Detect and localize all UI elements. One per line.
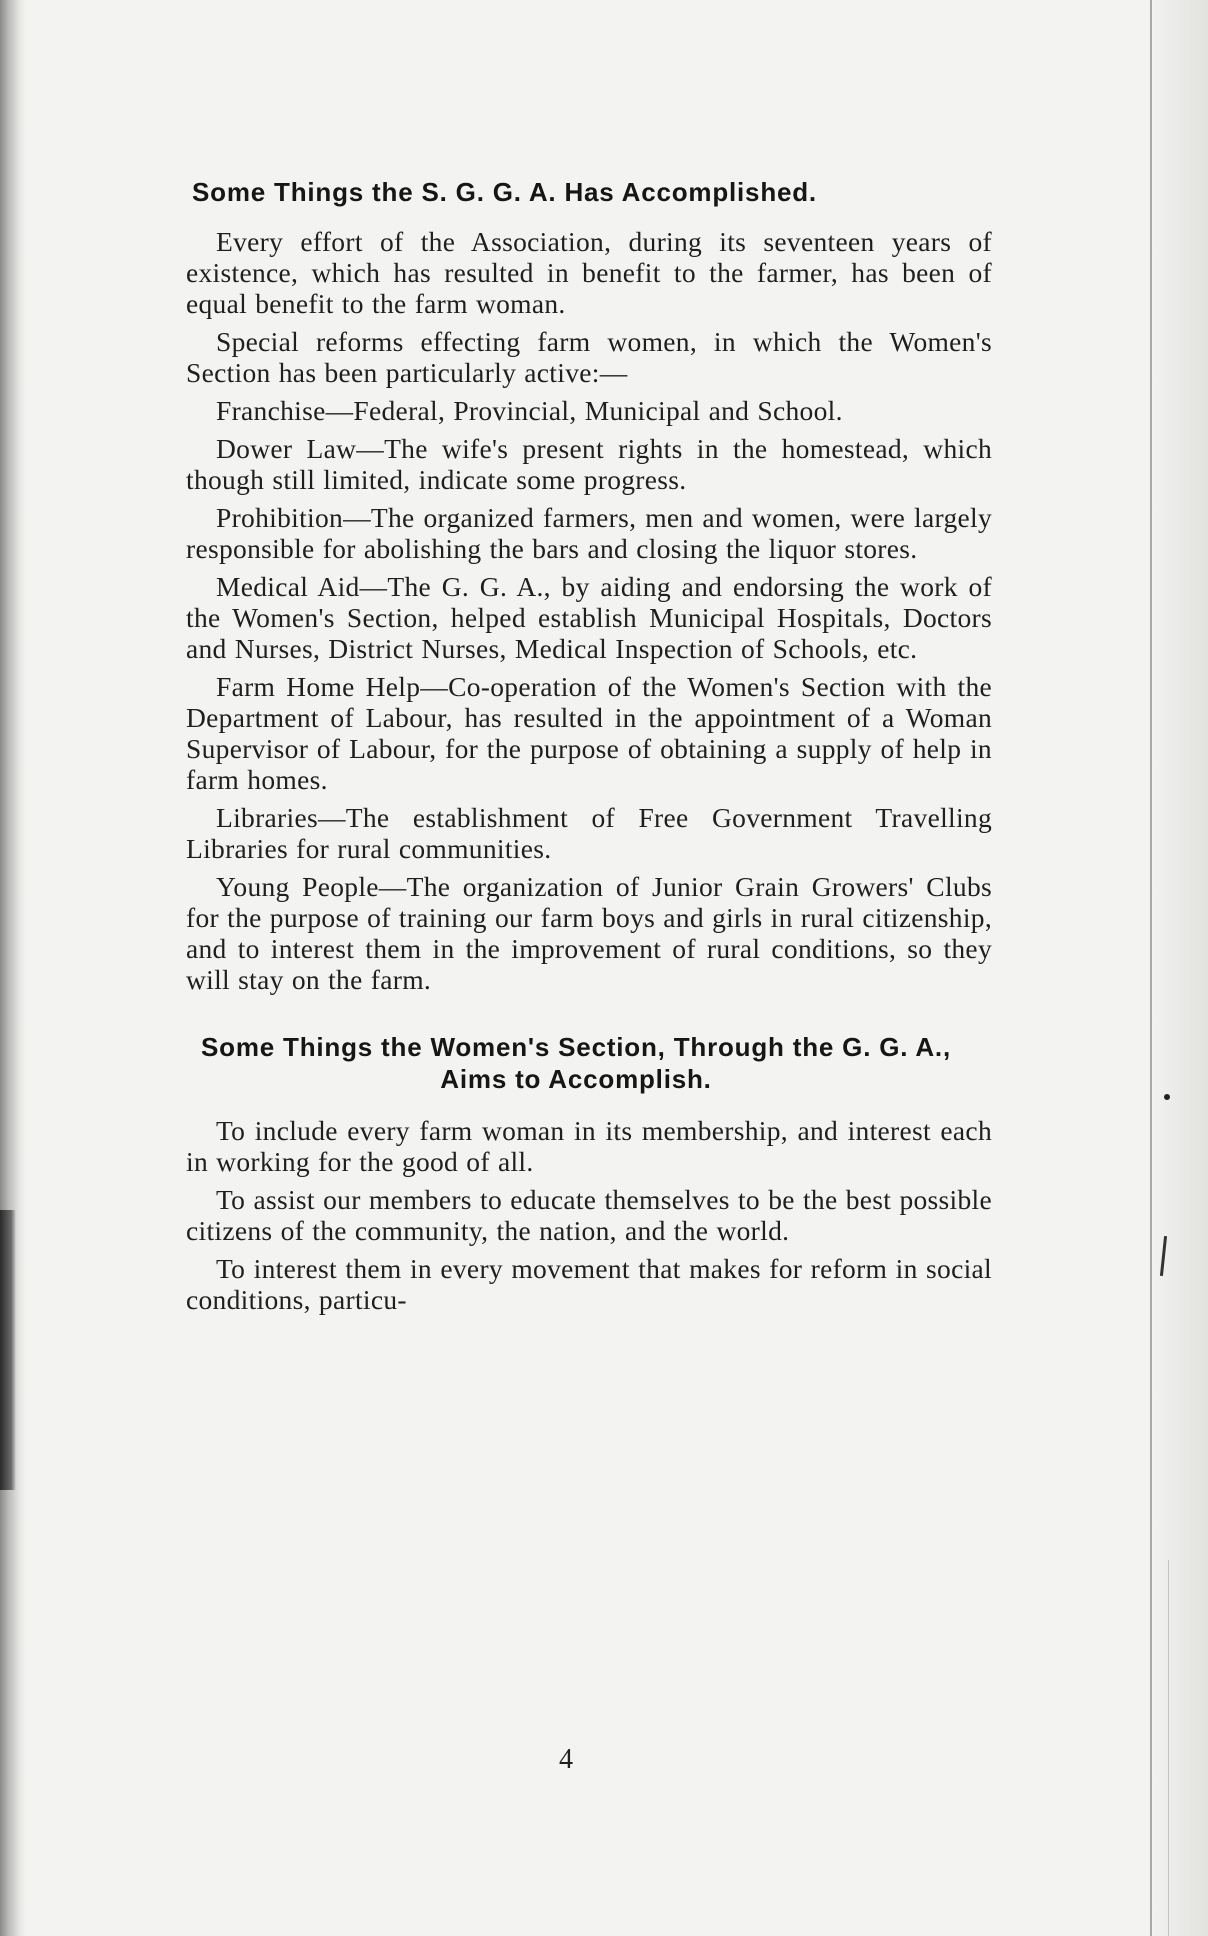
heading-aims: Some Things the Women's Section, Through the G. G. A., Aims to Accomplish. xyxy=(201,1032,951,1094)
binding-dark-strip xyxy=(0,1210,16,1490)
edge-speck xyxy=(1164,1094,1170,1100)
paragraph-farm-home-help: Farm Home Help—Co-operation of the Women's Section with the Department of Labour, has resulted in the appointment of a Woman Supervisor of Labour, for the purpose of obtaining a supply of help in farm homes. xyxy=(186,671,992,795)
paragraph-reform: To interest them in every movement that makes for reform in social conditions, particu- xyxy=(186,1253,992,1315)
paragraph-young-people: Young People—The organization of Junior Grain Growers' Clubs for the purpose of training our farm boys and girls in rural citizenship, and to interest them in the improvement of rural conditions, so they will stay on the farm. xyxy=(186,871,992,995)
page-number: 4 xyxy=(559,1744,573,1775)
binding-shadow xyxy=(0,0,26,1936)
paragraph-libraries: Libraries—The establishment of Free Government Travelling Libraries for rural communities. xyxy=(186,802,992,864)
page-edge-line-secondary xyxy=(1168,1560,1169,1936)
page-content xyxy=(176,176,992,1322)
aims-section xyxy=(176,1115,992,1315)
heading-accomplished: Some Things the S. G. G. A. Has Accomplished. xyxy=(192,177,817,207)
paragraph-dower-law: Dower Law—The wife's present rights in the homestead, which though still limited, indicate some progress. xyxy=(186,433,992,495)
paragraph-medical-aid: Medical Aid—The G. G. A., by aiding and endorsing the work of the Women's Section, helped establish Municipal Hospitals, Doctors and Nurses, District Nurses, Medical Inspection of Schools, etc. xyxy=(186,571,992,664)
paragraph-franchise: Franchise—Federal, Provincial, Municipal and School. xyxy=(216,395,843,426)
paragraph-membership: To include every farm woman in its membership, and interest each in working for the good of all. xyxy=(186,1115,992,1177)
page-edge-line xyxy=(1150,0,1152,1936)
paragraph-special-reforms: Special reforms effecting farm women, in which the Women's Section has been particularly active:— xyxy=(186,326,992,388)
paragraph-prohibition: Prohibition—The organized farmers, men and women, were largely responsible for abolishing the bars and closing the liquor stores. xyxy=(186,502,992,564)
accomplished-section xyxy=(176,226,992,995)
paragraph-educate: To assist our members to educate themselves to be the best possible citizens of the community, the nation, and the world. xyxy=(186,1184,992,1246)
paragraph-effort: Every effort of the Association, during its seventeen years of existence, which has resulted in benefit to the farmer, has been of equal benefit to the farm woman. xyxy=(186,226,992,319)
page-edge xyxy=(1148,0,1208,1936)
